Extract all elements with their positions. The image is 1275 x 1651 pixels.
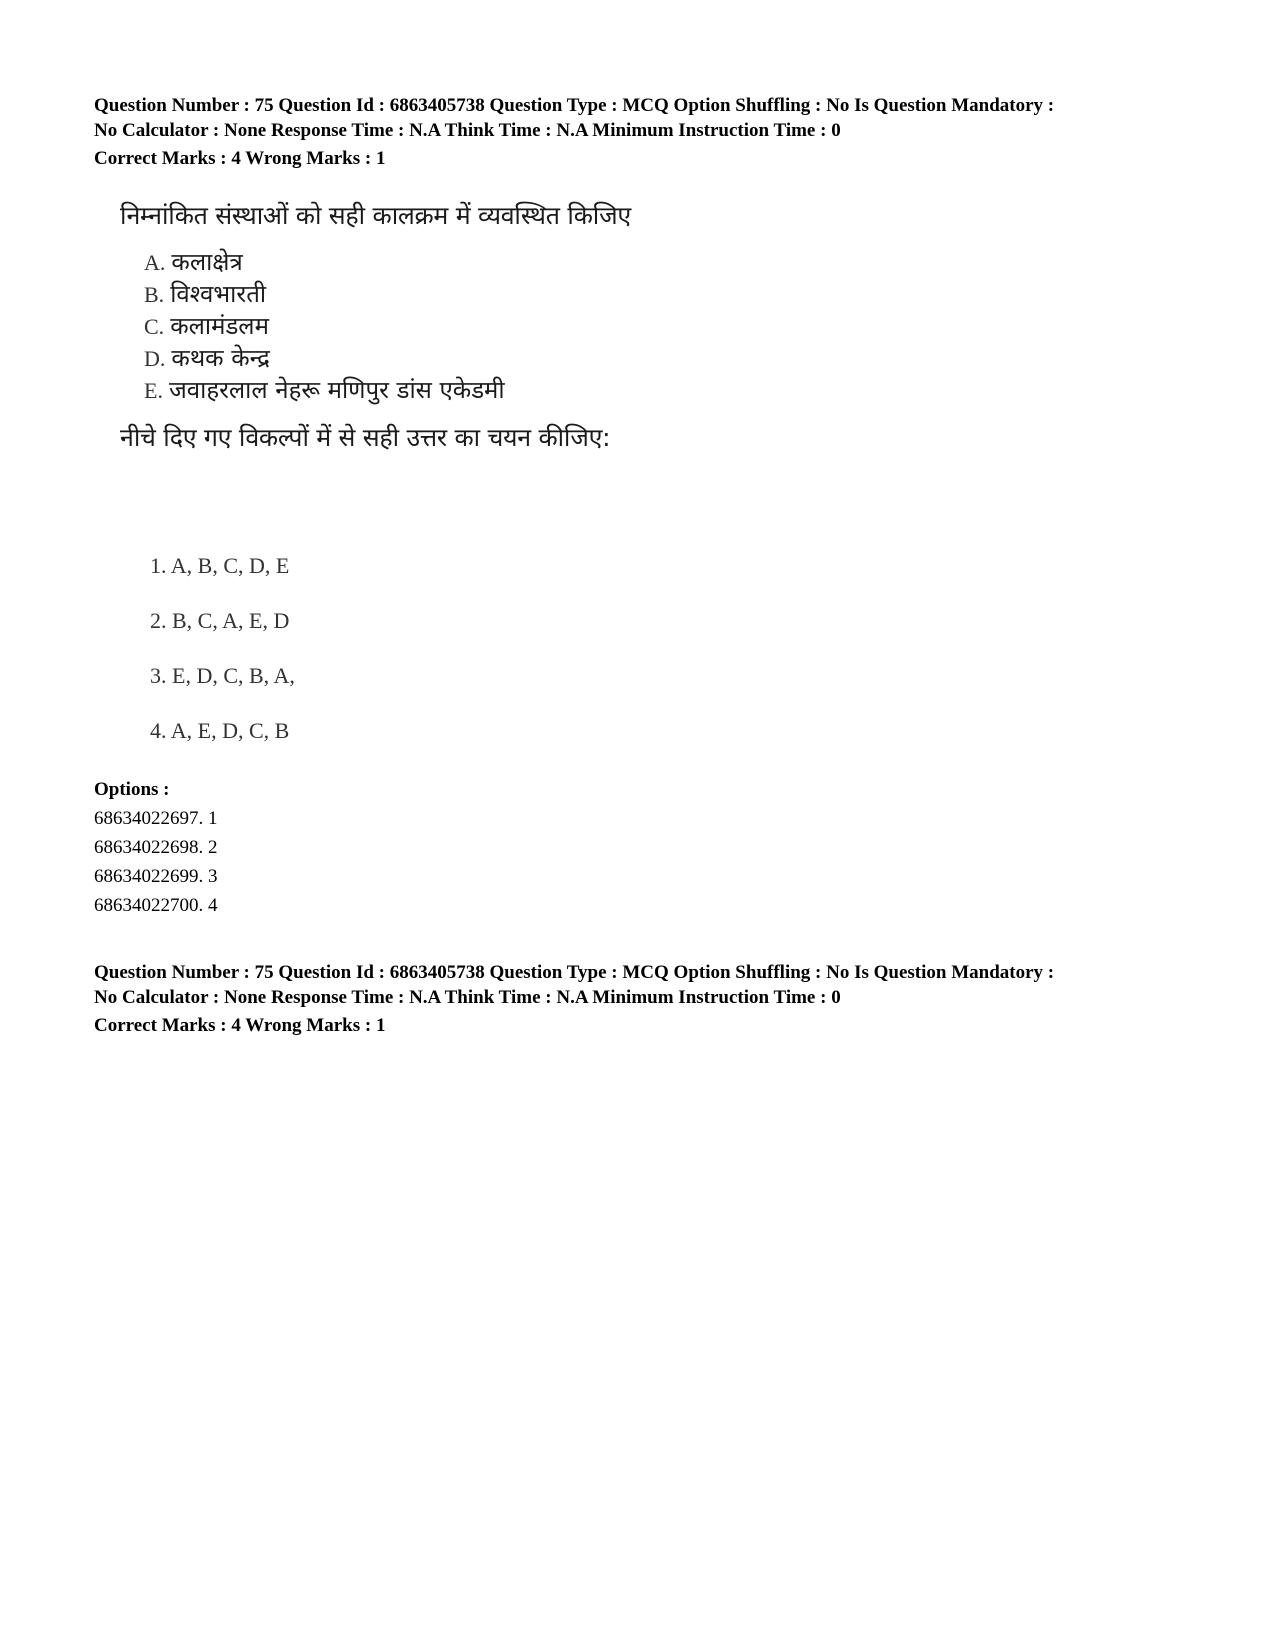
- item-text: विश्वभारती: [170, 280, 267, 308]
- item-text: कथक केन्द्र: [171, 344, 270, 372]
- option-item: 68634022699. 3: [94, 866, 218, 887]
- meta-line-3: Correct Marks : 4 Wrong Marks : 1: [94, 148, 386, 169]
- options-heading: Options :: [94, 779, 170, 800]
- institution-list: [144, 246, 820, 406]
- item-letter: B.: [144, 282, 165, 307]
- question-meta-footer: [94, 960, 1214, 1038]
- item-letter: E.: [144, 378, 163, 403]
- option-item: 68634022698. 2: [94, 837, 218, 858]
- option-item: 68634022697. 1: [94, 808, 218, 829]
- list-item: [144, 246, 820, 278]
- answer-choice: 2. B, C, A, E, D: [150, 608, 290, 633]
- meta-line-1: Question Number : 75 Question Id : 6863405738 Question Type : MCQ Option Shuffling : No Is Question Mandatory :: [94, 95, 1055, 116]
- list-item: [144, 278, 820, 310]
- question-stem: निम्नांकित संस्थाओं को सही कालक्रम में व्यवस्थित किजिए: [120, 201, 631, 230]
- meta-line-1: Question Number : 75 Question Id : 6863405738 Question Type : MCQ Option Shuffling : No Is Question Mandatory :: [94, 962, 1055, 983]
- options-list: [94, 804, 218, 920]
- meta-line-3: Correct Marks : 4 Wrong Marks : 1: [94, 1015, 386, 1036]
- question-prompt: नीचे दिए गए विकल्पों में से सही उत्तर का चयन कीजिए:: [120, 423, 611, 452]
- item-letter: A.: [144, 250, 166, 275]
- meta-line-2: No Calculator : None Response Time : N.A Think Time : N.A Minimum Instruction Time : 0: [94, 120, 841, 141]
- meta-line-2: No Calculator : None Response Time : N.A Think Time : N.A Minimum Instruction Time : 0: [94, 987, 841, 1008]
- answer-choice: 1. A, B, C, D, E: [150, 553, 290, 578]
- item-text: जवाहरलाल नेहरू मणिपुर डांस एकेडमी: [168, 376, 505, 404]
- answer-choice: 4. A, E, D, C, B: [150, 718, 290, 743]
- option-item: 68634022700. 4: [94, 895, 218, 916]
- question-content: [120, 200, 820, 743]
- item-letter: C.: [144, 314, 165, 339]
- answer-choices: [150, 550, 295, 770]
- options-section: [94, 775, 218, 920]
- item-text: कलाक्षेत्र: [171, 248, 243, 276]
- item-text: कलामंडलम: [170, 312, 269, 340]
- item-letter: D.: [144, 346, 166, 371]
- question-meta-header: [94, 93, 1214, 171]
- answer-choice: 3. E, D, C, B, A,: [150, 663, 295, 688]
- list-item: [144, 374, 820, 406]
- list-item: [144, 342, 820, 374]
- list-item: [144, 310, 820, 342]
